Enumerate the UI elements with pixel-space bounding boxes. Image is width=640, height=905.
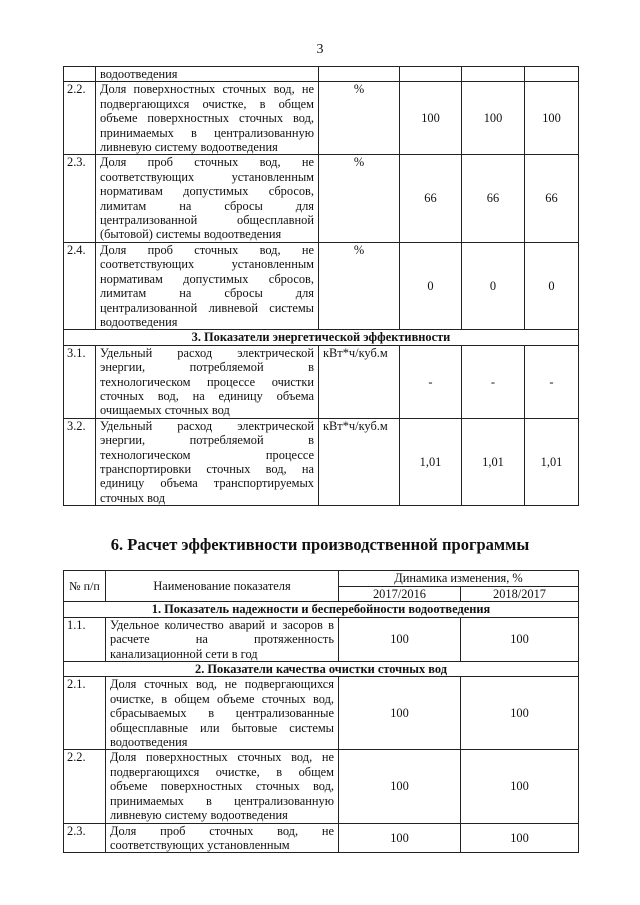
- table-row: [64, 418, 579, 505]
- value-v1: 1,01: [400, 418, 462, 505]
- value-v3: 100: [525, 82, 579, 155]
- col-header-num: № п/п: [64, 571, 106, 602]
- value-v1: [400, 67, 462, 82]
- table-row: [64, 242, 579, 329]
- efficiency-table: [63, 570, 579, 853]
- value-v3: 1,01: [525, 418, 579, 505]
- indicator-name: водоотведения: [96, 67, 319, 82]
- section-row: [64, 602, 579, 617]
- value-v3: [525, 67, 579, 82]
- value-v2: 100: [461, 677, 579, 750]
- value-v2: [462, 67, 525, 82]
- row-index: 2.4.: [64, 242, 96, 329]
- row-index: 2.2.: [64, 82, 96, 155]
- indicator-name: Доля проб сточных вод, не соответствующих установленным: [106, 823, 339, 853]
- indicator-name: Доля проб сточных вод, не соответствующих установленным нормативам допустимых сбросов, лимитам на сбросы для централизованной ливневой системы водоотведения: [96, 242, 319, 329]
- section-title: 2. Показатели качества очистки сточных вод: [64, 662, 579, 677]
- value-v1: 100: [339, 617, 461, 661]
- indicator-name: Доля поверхностных сточных вод, не подвергающихся очистке, в общем объеме поверхностных сточных вод, принимаемых в централизованную ливневую систему водоотведения: [96, 82, 319, 155]
- row-index: [64, 67, 96, 82]
- section-6-title: 6. Расчет эффективности производственной программы: [110, 535, 530, 554]
- section-row: [64, 662, 579, 677]
- indicator-name: Доля поверхностных сточных вод, не подвергающихся очистке, в общем объеме поверхностных сточных вод, принимаемых в централизованную ливневую систему водоотведения: [106, 750, 339, 823]
- table-row: [64, 155, 579, 242]
- value-v2: 100: [461, 823, 579, 853]
- table-row: [64, 82, 579, 155]
- unit: %: [319, 155, 400, 242]
- value-v2: 100: [461, 617, 579, 661]
- page-number: 3: [316, 42, 324, 57]
- unit: кВт*ч/куб.м: [319, 418, 400, 505]
- row-index: 2.3.: [64, 155, 96, 242]
- value-v1: 0: [400, 242, 462, 329]
- table-row: [64, 617, 579, 661]
- section-title: 1. Показатель надежности и бесперебойности водоотведения: [64, 602, 579, 617]
- value-v2: 0: [462, 242, 525, 329]
- row-index: 3.2.: [64, 418, 96, 505]
- row-index: 2.3.: [64, 823, 106, 853]
- value-v1: 100: [339, 823, 461, 853]
- unit: %: [319, 82, 400, 155]
- indicator-name: Удельное количество аварий и засоров в расчете на протяженность канализационной сети в год: [106, 617, 339, 661]
- unit: %: [319, 242, 400, 329]
- indicator-name: Удельный расход электрической энергии, потребляемой в технологическом процессе транспортировки сточных вод, на единицу объема транспортируемых сточных вод: [96, 418, 319, 505]
- indicators-table-continued: [63, 66, 579, 506]
- table-row: [64, 750, 579, 823]
- table-row: [64, 67, 579, 82]
- indicator-name: Доля проб сточных вод, не соответствующих установленным нормативам допустимых сбросов, лимитам на сбросы для централизованной общесплавной (бытовой) системы водоотведения: [96, 155, 319, 242]
- value-v1: 66: [400, 155, 462, 242]
- indicator-name: Удельный расход электрической энергии, потребляемой в технологическом процессе очистки сточных вод, на единицу объема очищаемых сточных вод: [96, 345, 319, 418]
- value-v3: 0: [525, 242, 579, 329]
- value-v2: 66: [462, 155, 525, 242]
- value-v1: 100: [400, 82, 462, 155]
- value-v3: 66: [525, 155, 579, 242]
- section-row: [64, 330, 579, 345]
- row-index: 2.2.: [64, 750, 106, 823]
- section-title: 3. Показатели энергетической эффективности: [64, 330, 579, 345]
- row-index: 1.1.: [64, 617, 106, 661]
- col-header-name: Наименование показателя: [106, 571, 339, 602]
- value-v2: -: [462, 345, 525, 418]
- value-v1: 100: [339, 750, 461, 823]
- table-row: [64, 345, 579, 418]
- unit: кВт*ч/куб.м: [319, 345, 400, 418]
- col-header-dynamics: Динамика изменения, %: [339, 571, 579, 587]
- row-index: 2.1.: [64, 677, 106, 750]
- row-index: 3.1.: [64, 345, 96, 418]
- value-v2: 100: [461, 750, 579, 823]
- table-row: [64, 677, 579, 750]
- value-v2: 100: [462, 82, 525, 155]
- unit: [319, 67, 400, 82]
- value-v1: -: [400, 345, 462, 418]
- table-row: [64, 823, 579, 853]
- value-v1: 100: [339, 677, 461, 750]
- value-v3: -: [525, 345, 579, 418]
- col-header-2017-2016: 2017/2016: [339, 587, 461, 602]
- value-v2: 1,01: [462, 418, 525, 505]
- col-header-2018-2017: 2018/2017: [461, 587, 579, 602]
- indicator-name: Доля сточных вод, не подвергающихся очистке, в общем объеме сточных вод, сбрасываемых в централизованные общесплавные или бытовые системы водоотведения: [106, 677, 339, 750]
